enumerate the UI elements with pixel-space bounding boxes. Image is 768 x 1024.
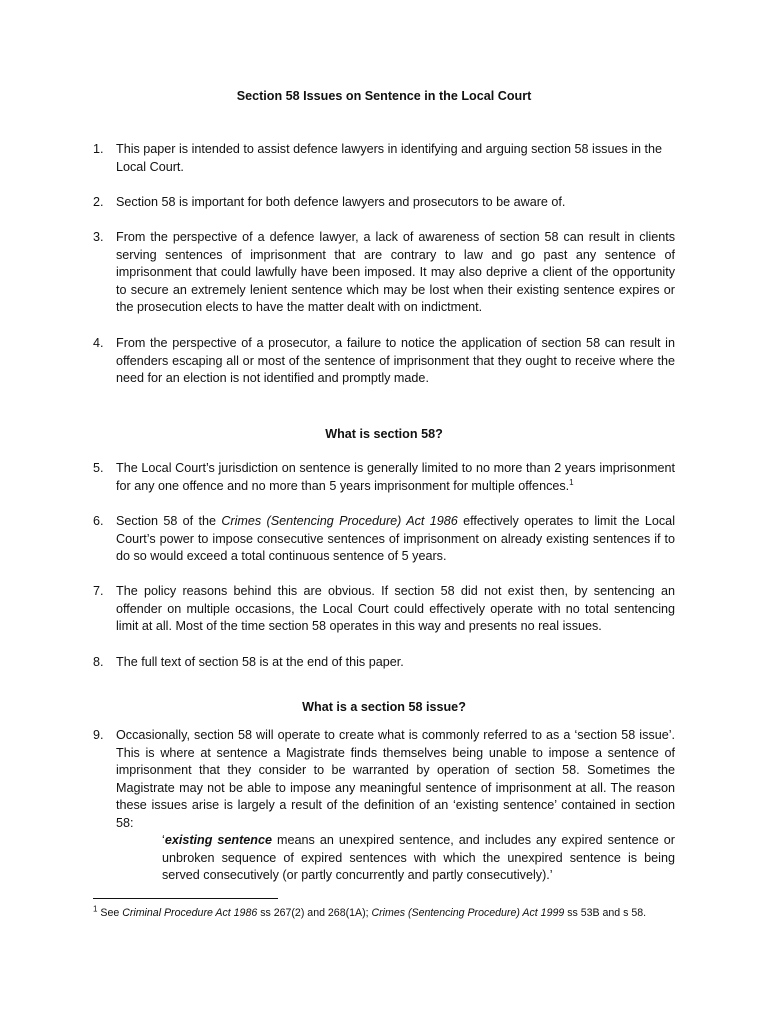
footnote-reference[interactable]: 1 <box>569 477 574 487</box>
quote-open-mark: ‘ <box>162 833 165 847</box>
section-heading-what-is: What is section 58? <box>325 427 443 441</box>
paragraph-number: 7. <box>93 584 104 598</box>
definition-quote <box>162 832 675 885</box>
paragraph-1 <box>93 141 675 176</box>
defined-term: existing sentence <box>164 833 273 847</box>
paragraph-5-text: The Local Court’s jurisdiction on sentence is generally limited to no more than 2 years imprisonment for any one offence and no more than 5 years imprisonment for multiple offences. <box>116 461 675 493</box>
paragraph-text <box>116 460 675 495</box>
paragraph-4 <box>93 335 675 388</box>
footnote-text-end: ss 53B and s 58. <box>564 907 647 919</box>
paragraph-9 <box>93 727 675 833</box>
footnote-act-1: Criminal Procedure Act 1986 <box>122 907 258 919</box>
paragraph-number: 5. <box>93 461 104 475</box>
paragraph-number: 4. <box>93 336 104 350</box>
paragraph-text <box>116 513 675 566</box>
paragraph-number: 3. <box>93 230 104 244</box>
footnote <box>93 906 673 921</box>
footnote-text-start: See <box>97 907 123 919</box>
page-title: Section 58 Issues on Sentence in the Local Court <box>236 89 532 103</box>
act-title: Crimes (Sentencing Procedure) Act 1986 <box>221 514 458 528</box>
paragraph-6-text-start: Section 58 of the <box>116 514 222 528</box>
paragraph-5 <box>93 460 675 495</box>
paragraph-number: 1. <box>93 142 104 156</box>
section-heading-issue: What is a section 58 issue? <box>302 700 466 714</box>
footnote-divider <box>93 898 278 899</box>
paragraph-text: The full text of section 58 is at the end of this paper. <box>116 655 404 669</box>
paragraph-number: 9. <box>93 728 104 742</box>
paragraph-number: 8. <box>93 655 104 669</box>
paragraph-7 <box>93 583 675 636</box>
paragraph-text: The policy reasons behind this are obvious. If section 58 did not exist then, by sentencing an offender on multiple occasions, the Local Court could effectively operate with no total sentencing limit at all. Most of the time section 58 operates in this way and presents no real issues. <box>116 584 675 634</box>
paragraph-text: Occasionally, section 58 will operate to create what is commonly referred to as a ‘section 58 issue’. This is where at sentence a Magistrate finds themselves being unable to impose a sentence of imprisonment that they consider to be warranted by operation of section 58. Sometimes the Magistrate may not be able to impose any meaningful sentence of imprisonment at all. The reason these issues arise is largely a result of the definition of an ‘existing sentence’ contained in section 58: <box>116 728 675 830</box>
paragraph-number: 2. <box>93 195 104 209</box>
definition-text: means an unexpired sentence, and includes any expired sentence or unbroken sequence of expired sentences with which the unexpired sentence is being served consecutively (or partly concurrently and partly consecutively).’ <box>162 833 675 883</box>
paragraph-2 <box>93 194 675 212</box>
paragraph-6-text-end: effectively operates to limit the Local Court’s power to impose consecutive sentences of imprisonment on already existing sentences if to do so would exceed a total continuous sentence of 5 years. <box>116 514 675 564</box>
paragraph-3 <box>93 229 675 317</box>
paragraph-text: This paper is intended to assist defence lawyers in identifying and arguing section 58 issues in the Local Court. <box>116 142 663 174</box>
paragraph-8 <box>93 654 675 672</box>
paragraph-text: From the perspective of a defence lawyer, a lack of awareness of section 58 can result in clients serving sentences of imprisonment that are contrary to law and go past any sentence of imprisonment that could lawfully have been imposed. It may also deprive a client of the opportunity to secure an extremely lenient sentence which may be lost when their existing sentence expires or the prosecution elects to have the matter dealt with on indictment. <box>116 230 675 315</box>
footnote-act-2: Crimes (Sentencing Procedure) Act 1999 <box>371 907 565 919</box>
paragraph-text: From the perspective of a prosecutor, a failure to notice the application of section 58 can result in offenders escaping all or most of the sentence of imprisonment that they ought to receive where the need for an election is not identified and promptly made. <box>116 336 675 386</box>
paragraph-6 <box>93 513 675 566</box>
paragraph-text: Section 58 is important for both defence lawyers and prosecutors to be aware of. <box>116 195 566 209</box>
footnote-text-mid: ss 267(2) and 268(1A); <box>257 907 372 919</box>
paragraph-number: 6. <box>93 514 104 528</box>
footnote-marker: 1 <box>93 904 98 914</box>
